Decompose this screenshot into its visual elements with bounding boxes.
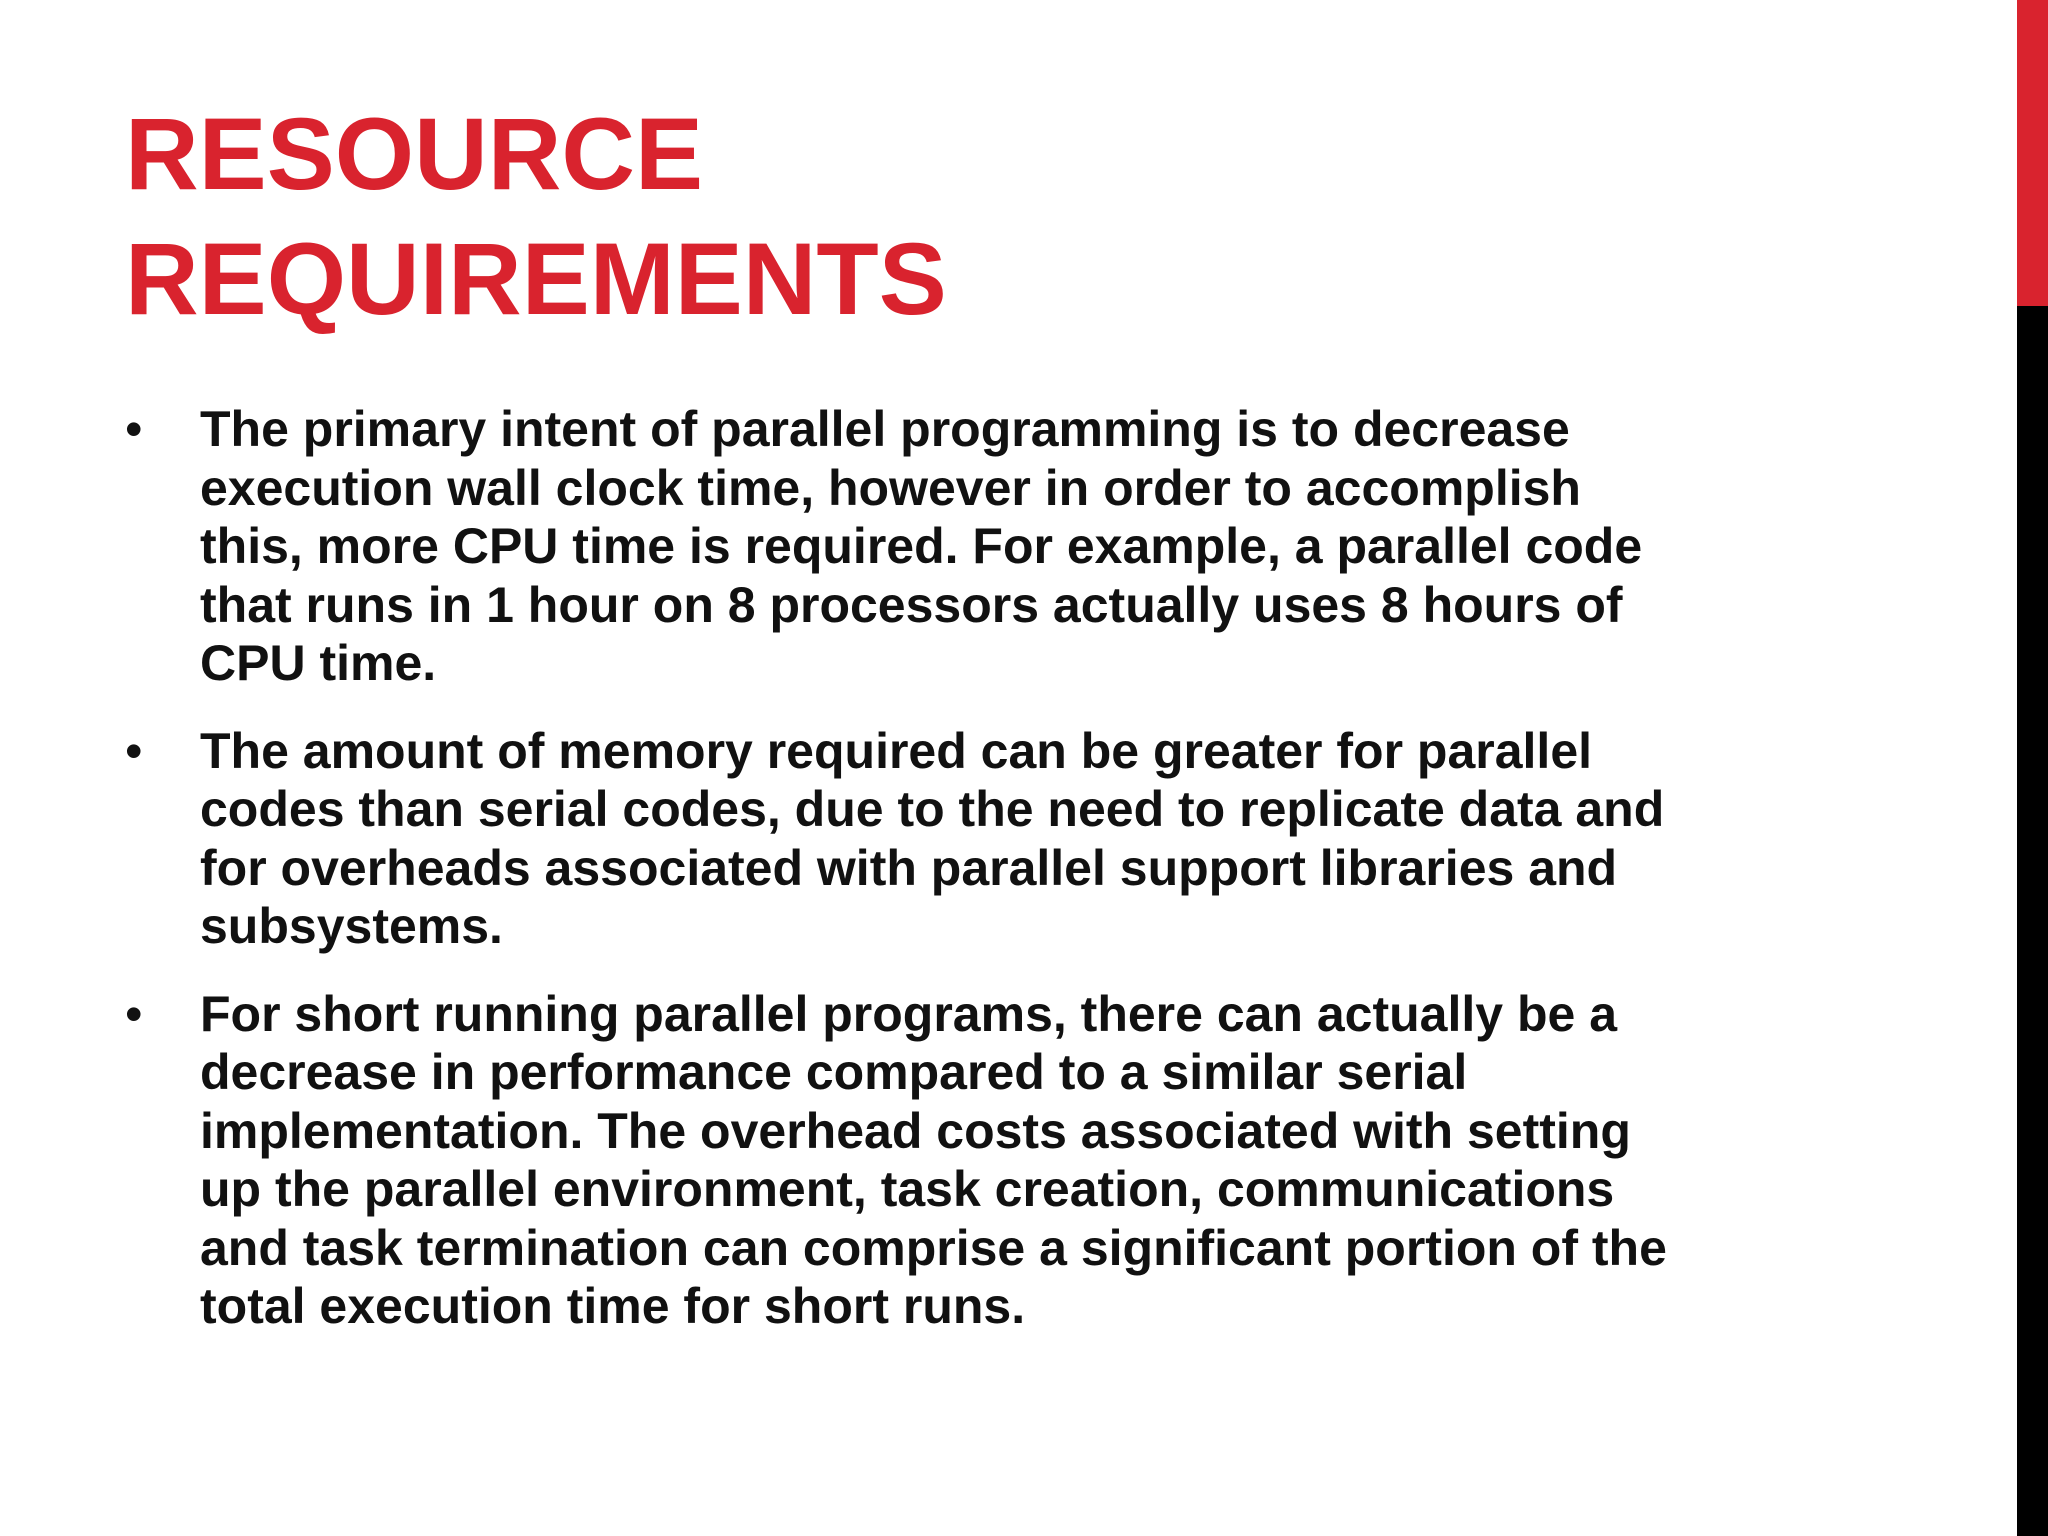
bullet-1-line-1: The primary intent of parallel programming is to decrease bbox=[200, 401, 1570, 457]
bullet-item-3 bbox=[125, 985, 1825, 1336]
bullet-2-line-2: codes than serial codes, due to the need to replicate data and bbox=[200, 781, 1665, 837]
bullet-1-line-5: CPU time. bbox=[200, 635, 437, 691]
bullet-3-line-2: decrease in performance compared to a similar serial bbox=[200, 1044, 1468, 1100]
bullet-1-line-2: execution wall clock time, however in order to accomplish bbox=[200, 459, 1581, 516]
bullet-2-line-1: The amount of memory required can be greater for parallel bbox=[200, 722, 1593, 779]
bullet-marker: • bbox=[125, 722, 143, 779]
slide-title bbox=[125, 92, 1625, 342]
title-line-2: REQUIREMENTS bbox=[125, 222, 947, 336]
bullet-list bbox=[125, 400, 1825, 1365]
bullet-2-line-3: for overheads associated with parallel support libraries and bbox=[200, 839, 1618, 896]
bullet-3-line-1: For short running parallel programs, there can actually be a bbox=[200, 985, 1618, 1042]
bullet-3-line-6: total execution time for short runs. bbox=[200, 1278, 1026, 1334]
bullet-item-1 bbox=[125, 400, 1825, 693]
bullet-item-2 bbox=[125, 722, 1825, 956]
bullet-3-line-5: and task termination can comprise a significant portion of the bbox=[200, 1219, 1667, 1276]
bullet-marker: • bbox=[125, 985, 143, 1042]
bullet-3-line-3: implementation. The overhead costs associated with setting bbox=[200, 1102, 1631, 1159]
bullet-1-line-3: this, more CPU time is required. For example, a parallel code bbox=[200, 518, 1643, 574]
accent-bar-red bbox=[2017, 0, 2048, 306]
bullet-3-line-4: up the parallel environment, task creation, communications bbox=[200, 1161, 1615, 1217]
bullet-1-line-4: that runs in 1 hour on 8 processors actually uses 8 hours of bbox=[200, 576, 1623, 633]
title-line-1: RESOURCE bbox=[125, 97, 704, 211]
accent-bar-black bbox=[2017, 306, 2048, 1536]
bullet-marker: • bbox=[125, 401, 143, 457]
bullet-2-line-4: subsystems. bbox=[200, 898, 503, 954]
